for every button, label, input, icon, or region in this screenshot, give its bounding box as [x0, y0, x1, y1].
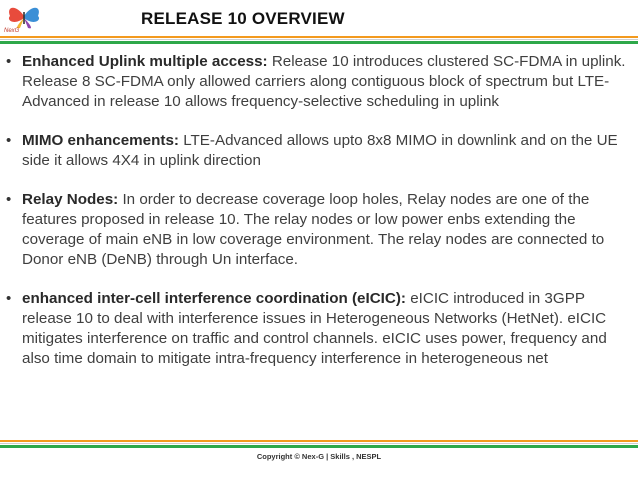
footer-divider-green	[0, 445, 638, 448]
footer-divider-orange	[0, 440, 638, 442]
bullet-lead: enhanced inter-cell interference coordination (eICIC):	[22, 290, 406, 307]
bullet-dot-icon: •	[6, 53, 12, 70]
bullet-list	[6, 52, 634, 388]
header-divider-grey	[0, 39, 638, 40]
bullet-dot-icon: •	[6, 132, 12, 149]
header-divider-orange	[0, 36, 638, 38]
footer-copyright: Copyright © Nex-G | Skills , NESPL	[256, 452, 382, 461]
bullet-item-eicic	[6, 289, 634, 369]
bullet-lead: Relay Nodes:	[22, 191, 119, 208]
logo-wordmark: NexG	[4, 28, 20, 34]
bullet-item-mimo	[6, 131, 634, 171]
bullet-text: LTE-Advanced allows upto 8x8 MIMO in downlink and on the UE side it allows 4X4 in uplink direction	[22, 132, 618, 169]
bullet-text: In order to decrease coverage loop holes, Relay nodes are one of the features proposed in release 10. The relay nodes or low power enbs extending the coverage of main eNB in low coverage environment. The relay nodes are connected to Donor eNB (DeNB) through Un interface.	[22, 191, 605, 268]
bullet-dot-icon: •	[6, 191, 12, 208]
bullet-item-uplink	[6, 52, 634, 112]
bullet-lead: MIMO enhancements:	[22, 132, 179, 149]
bullet-lead: Enhanced Uplink multiple access:	[22, 53, 268, 70]
bullet-text: eICIC introduced in 3GPP release 10 to deal with interference issues in Heterogeneous Networks (HetNet). eICIC mitigates interference on traffic and control channels. eICIC uses power, frequency and also time domain to mitigate intra-frequency interference in heterogeneous net	[22, 290, 607, 367]
page-title: RELEASE 10 OVERVIEW	[141, 9, 345, 28]
bullet-text: Release 10 introduces clustered SC-FDMA in uplink. Release 8 SC-FDMA only allowed carriers along contiguous block of spectrum but LTE-Advanced in release 10 allows frequency-selective scheduling in uplink	[22, 53, 626, 110]
bullet-dot-icon: •	[6, 290, 12, 307]
footer-divider-grey	[0, 443, 638, 444]
header-divider-green	[0, 41, 638, 44]
bullet-item-relay	[6, 190, 634, 270]
